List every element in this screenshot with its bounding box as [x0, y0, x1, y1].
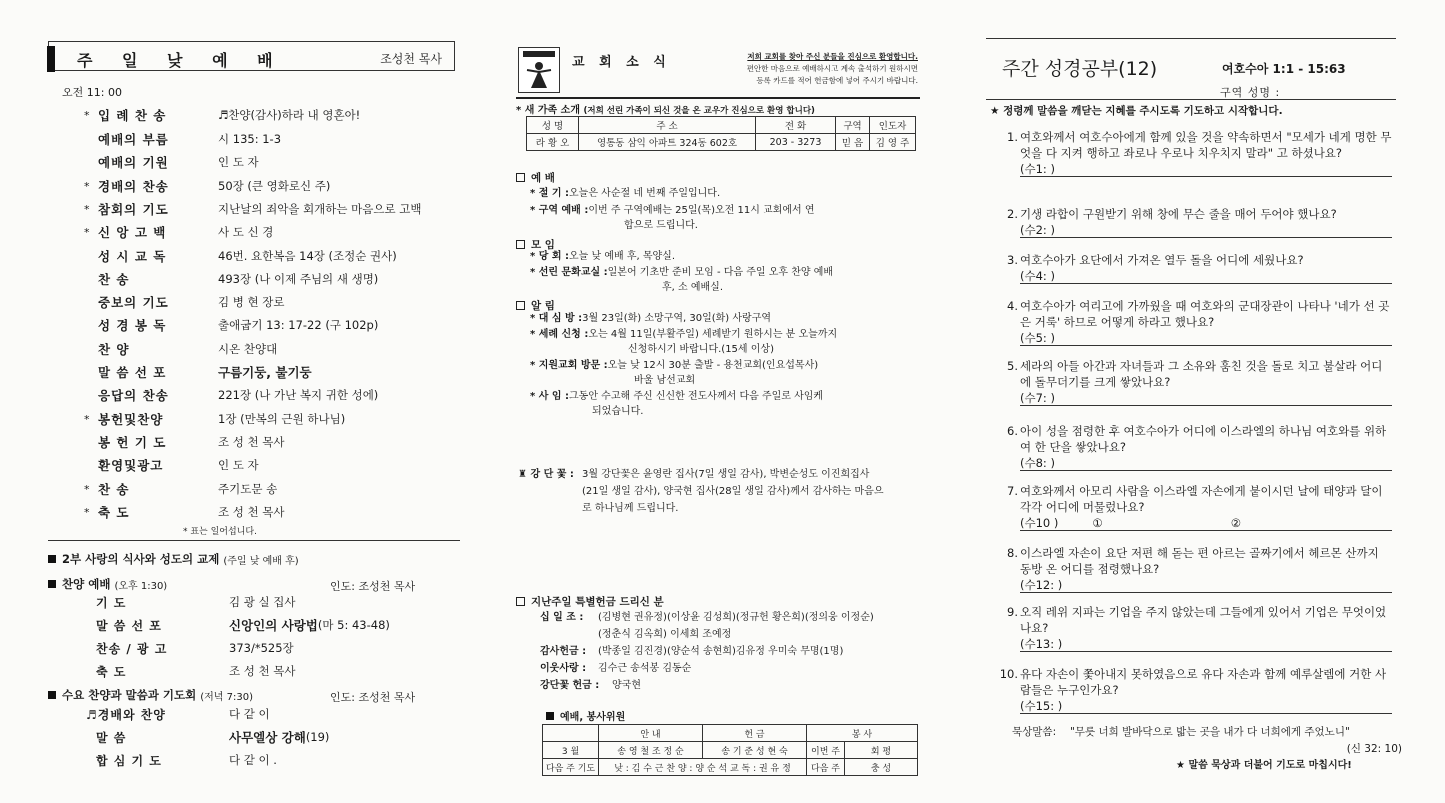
praise-service-row: [96, 660, 456, 682]
duty-table: [542, 724, 918, 776]
news-notice-item-value: 3월 23일(화) 소망구역, 30일(화) 사랑구역: [582, 313, 772, 324]
bible-study-intro: ★ 정령께 말씀을 깨닫는 지혜를 주시도록 기도하고 시작합니다.: [990, 105, 1283, 117]
answer-reference: (수10 ): [1020, 516, 1059, 530]
table-header-cell: 안 내: [599, 725, 703, 742]
news-notice-item: [530, 327, 920, 355]
wed-row-ref: (19): [305, 730, 330, 744]
order-star: *: [84, 202, 90, 216]
order-label: 성 시 교 독: [98, 249, 167, 264]
order-value: 김 병 현 장로: [218, 295, 285, 309]
wed-row-value: 다 같 이: [229, 707, 270, 721]
sunday-worship-header: [48, 41, 455, 71]
answer-reference: (수7: ): [1020, 391, 1055, 405]
duty-title: 예배, 봉사위원: [560, 712, 626, 723]
praise-service-row: [96, 637, 456, 659]
worship-order-row: [84, 454, 474, 476]
question-number: 10.: [999, 667, 1018, 681]
table-header-cell: 구역: [836, 117, 870, 134]
question-number: 7.: [1007, 484, 1018, 498]
order-value: 주기도문 송: [218, 482, 278, 496]
news-meeting-item-value-cont: 후, 소 예배실.: [662, 282, 724, 293]
offering-row: [540, 677, 641, 694]
welcome-line: 편안한 마음으로 예배하시고 계속 출석하기 원하시면: [746, 64, 918, 73]
order-value: 시온 찬양대: [218, 342, 278, 356]
worship-order-row: [84, 151, 474, 173]
answer-line: [1020, 268, 1392, 284]
table-cell: 다음 주: [807, 759, 845, 776]
question-number: 9.: [1007, 605, 1018, 619]
question-text: 유다 자손이 쫓아내지 못하였음으로 유다 자손과 함께 예루살렘에 거한 사람들은 누구인가요?: [1020, 667, 1387, 697]
square-bullet-icon: [48, 580, 56, 588]
order-label: 축 도: [98, 505, 130, 520]
offering-row: [540, 609, 874, 626]
news-meeting-item-key: * 선린 문화교실 :: [530, 267, 608, 278]
order-value: 사 도 신 경: [218, 225, 274, 239]
praise-row-label: 축 도: [96, 664, 127, 679]
worship-order-row: [84, 361, 474, 383]
question-item: [994, 358, 1398, 406]
new-family-table: [526, 116, 916, 151]
praise-row-value: 신앙인의 사랑법: [229, 618, 318, 633]
order-label: 환영및광고: [98, 458, 164, 473]
news-worship-item-key: * 절 기 :: [530, 188, 569, 199]
order-label: 봉헌및찬양: [98, 412, 164, 427]
memory-verse-label: 묵상말씀:: [1012, 726, 1057, 738]
order-value: ♬찬양(감사)하라 내 영혼아!: [218, 108, 361, 122]
offering-row-key: 강단꽃 헌금 :: [540, 680, 600, 691]
answer-reference: (수5: ): [1020, 331, 1055, 345]
table-header-cell: 전 화: [756, 117, 836, 134]
news-notice-item-key: * 대 심 방 :: [530, 313, 583, 324]
welcome-message: [700, 51, 918, 87]
offering-row-value: 양국현: [612, 680, 641, 691]
table-cell: 믿 음: [836, 134, 870, 151]
question-item: [994, 298, 1398, 346]
altar-flower-notice: [518, 466, 922, 517]
wed-row-label: ♬경배와 찬양: [86, 707, 166, 722]
checkbox-square-icon: [516, 597, 525, 606]
part2-title: 2부 사랑의 식사와 성도의 교제: [62, 552, 220, 566]
praise-service-row: [96, 591, 456, 613]
order-star: *: [84, 108, 90, 122]
question-text: 기생 라합이 구원받기 위해 창에 무슨 줄을 매어 두어야 했나요?: [1020, 207, 1337, 221]
offering-row-value: 김수근 송석봉 김동순: [598, 663, 692, 674]
question-item: [994, 252, 1398, 284]
news-worship-item: [530, 203, 920, 231]
offering-row-key: 십 일 조 :: [540, 612, 584, 623]
praise-service-row: [96, 614, 456, 636]
order-label: 응답의 찬송: [98, 388, 169, 403]
wed-service-heading: [48, 687, 253, 703]
order-star: *: [84, 505, 90, 519]
question-text: 세라의 아들 아간과 자녀들과 그 소유와 훔친 것을 돌로 치고 불살라 어디에 돌무더기를 크게 쌓았나요?: [1020, 359, 1383, 389]
news-worship-item: [530, 186, 920, 201]
table-header-cell: 인도자: [870, 117, 916, 134]
praise-row-label: 기 도: [96, 595, 127, 610]
order-star: *: [84, 412, 90, 426]
table-header-row: [527, 117, 916, 134]
order-label: 입 례 찬 송: [98, 108, 167, 123]
question-item: [994, 206, 1398, 238]
question-number: 2.: [1007, 207, 1018, 221]
question-number: 4.: [1007, 299, 1018, 313]
news-meeting-item-key: * 당 회 :: [530, 251, 569, 262]
news-notice-item-value-cont: 바울 남선교회: [634, 375, 696, 386]
news-meeting-item-value: 일본어 기초반 준비 모임 - 다음 주일 오후 찬양 예배: [607, 267, 834, 278]
news-meeting-title: 모 임: [531, 239, 555, 251]
offering-row-key: 감사헌금 :: [540, 646, 587, 657]
altar-flower-label: ♜ 강 단 꽃 :: [518, 469, 574, 480]
answer-reference: (수4: ): [1020, 269, 1055, 283]
sunday-worship-time: 오전 11: 00: [62, 86, 122, 99]
table-cell: 3 월: [543, 742, 599, 759]
question-text: 여호수아가 여리고에 가까웠을 때 여호와의 군대장관이 나타나 '네가 선 곳은 거룩' 하므로 어떻게 하라고 했나요?: [1020, 299, 1390, 329]
news-worship-item-value: 오늘은 사순절 네 번째 주일입니다.: [569, 188, 721, 199]
order-label: 찬 양: [98, 342, 130, 357]
question-number: 3.: [1007, 253, 1018, 267]
news-notice-item-key: * 세례 신청 :: [530, 329, 589, 340]
order-label: 성 경 봉 독: [98, 318, 167, 333]
order-value: 조 성 천 목사: [218, 505, 285, 519]
order-value: 인 도 자: [218, 458, 259, 472]
answer-line: [1020, 390, 1392, 406]
answer-line: [1020, 577, 1392, 593]
news-notice-item: [530, 311, 920, 326]
divider: [986, 38, 1396, 39]
wed-service-title: 수요 찬양과 말씀과 기도회: [62, 688, 197, 702]
memory-verse-text: "무릇 너희 발바닥으로 밟는 곳을 내가 다 너희에게 주었노니": [1070, 726, 1350, 738]
offering-heading: [516, 594, 664, 609]
offering-row-key: 이웃사랑 :: [540, 663, 587, 674]
question-text: 아이 성을 점령한 후 여호수아가 어디에 이스라엘의 하나님 여호와를 위하여 한 단을 쌓았나요?: [1020, 424, 1387, 454]
wed-row-value: 사무엘상 강해: [229, 730, 306, 745]
worship-order-row: [84, 104, 474, 126]
memory-verse-ref: (신 32: 10): [1346, 743, 1402, 755]
sunday-worship-title: 주 일 낮 예 배: [77, 51, 285, 70]
table-header-cell: [543, 725, 599, 742]
order-label: 예배의 부름: [98, 132, 169, 147]
wed-service-row: [96, 726, 456, 748]
news-notice-title: 알 림: [531, 300, 555, 312]
table-cell: 송 영 철 조 정 순: [599, 742, 703, 759]
question-text: 여호수아가 요단에서 가져온 열두 돌을 어디에 세웠나요?: [1020, 253, 1304, 267]
news-notice-item-value: 오늘 낮 12시 30분 출발 - 용천교회(인요섭목사): [607, 360, 819, 371]
order-value: 50장 (큰 영화로신 주): [218, 179, 331, 193]
praise-row-ref: (마 5: 43-48): [317, 618, 390, 632]
worship-order-row: [84, 338, 474, 360]
news-notice-item-value-cont: 되었습니다.: [592, 406, 644, 417]
worship-order-row: [84, 198, 474, 220]
answer-choice: ①: [1092, 516, 1103, 530]
order-star: *: [84, 225, 90, 239]
divider: [516, 97, 920, 99]
table-row: [543, 759, 918, 776]
news-worship-heading: [516, 170, 555, 185]
altar-flower-line: 로 하나님께 드립니다.: [582, 503, 679, 514]
order-value: 1장 (만복의 근원 하나님): [218, 412, 346, 426]
question-text: 이스라엘 자손이 요단 저편 해 돋는 편 아르는 골짜기에서 헤르몬 산까지 동방 온 어디를 점령했나요?: [1020, 546, 1379, 576]
order-label: 찬 송: [98, 272, 130, 287]
welcome-line: 저희 교회를 찾아 주신 분들을 진심으로 환영합니다.: [747, 52, 918, 61]
table-header-cell: 봉 사: [807, 725, 918, 742]
welcome-line: 등록 카드를 적어 헌금함에 넣어 주시기 바랍니다.: [756, 76, 918, 85]
worship-order-row: [84, 268, 474, 290]
question-item: [994, 604, 1398, 652]
wed-row-label: 합 심 기 도: [96, 753, 162, 768]
answer-reference: (수12: ): [1020, 578, 1063, 592]
table-header-cell: 헌 금: [703, 725, 807, 742]
new-family-title: * 새 가족 소개: [516, 105, 580, 116]
wed-service-row: [86, 703, 446, 725]
praise-row-label: 말 씀 선 포: [96, 618, 162, 633]
order-value: 조 성 천 목사: [218, 435, 285, 449]
new-family-heading: [516, 101, 815, 116]
order-label: 중보의 기도: [98, 295, 169, 310]
offering-row-value: (김병현 권유정)(이상윤 김성희)(정규헌 황은희)(정의웅 이정순): [598, 612, 874, 623]
worship-order-row: [84, 501, 474, 523]
altar-flower-line: (21일 생일 감사), 양국현 집사(28일 생일 감사)께서 감사하는 마음으: [582, 486, 884, 497]
worship-order-row: [84, 478, 474, 500]
answer-line: [1020, 698, 1392, 714]
order-label: 신 앙 고 백: [98, 225, 167, 240]
offering-row: [540, 626, 731, 643]
news-worship-item-value-cont: 합으로 드립니다.: [624, 220, 698, 231]
answer-line: [1020, 636, 1392, 652]
altar-flower-line: 3월 강단꽃은 윤영란 집사(7일 생일 감사), 박변순성도 이진희집사: [582, 469, 870, 480]
news-notice-item-key: * 사 임 :: [530, 391, 569, 402]
news-notice-item-value-cont: 신청하시기 바랍니다.(15세 이상): [628, 344, 774, 355]
question-number: 6.: [1007, 424, 1018, 438]
order-label: 봉 헌 기 도: [98, 435, 167, 450]
answer-choice: ②: [1230, 516, 1241, 530]
order-value: 221장 (나 가난 복지 귀한 성에): [218, 388, 379, 402]
table-cell: 낮 : 김 수 근 찬 양 : 양 순 석 교 독 : 권 유 정: [599, 759, 807, 776]
table-cell: 라 황 오: [527, 134, 579, 151]
part2-heading: [48, 551, 299, 567]
worship-order-row: [84, 384, 474, 406]
order-label: 경배의 찬송: [98, 179, 169, 194]
square-bullet-icon: [546, 712, 554, 720]
offering-row-value: (정춘식 김옥희) 이세희 조예정: [598, 629, 732, 640]
bible-study-range: 여호수아 1:1 - 15:63: [1222, 62, 1346, 76]
table-cell: 이번 주: [807, 742, 845, 759]
news-worship-item-key: * 구역 예배 :: [530, 205, 589, 216]
table-cell: 충 성: [845, 759, 918, 776]
church-logo-icon: [518, 47, 560, 93]
praise-service-heading: [48, 576, 167, 592]
answer-line: [1020, 161, 1392, 177]
answer-line: [1020, 330, 1392, 346]
order-value: 46번. 요한복음 14장 (조정순 권사): [218, 249, 397, 263]
worship-order-row: [84, 245, 474, 267]
question-number: 1.: [1007, 130, 1018, 144]
wed-row-label: 말 씀: [96, 730, 127, 745]
offering-title: 지난주일 특별헌금 드리신 분: [531, 596, 664, 608]
checkbox-square-icon: [516, 240, 525, 249]
question-item: [994, 129, 1398, 177]
order-value: 493장 (나 이제 주님의 새 생명): [218, 272, 379, 286]
order-value: 인 도 자: [218, 155, 259, 169]
news-worship-title: 예 배: [531, 172, 555, 184]
answer-reference: (수2: ): [1020, 223, 1055, 237]
part2-sub: (주일 낮 예배 후): [223, 555, 299, 567]
worship-order-row: [84, 175, 474, 197]
praise-service-title: 찬양 예배: [62, 577, 111, 591]
offering-row-key: [540, 626, 598, 643]
worship-order-row: [84, 128, 474, 150]
news-notice-item: [530, 389, 920, 417]
table-header-cell: 성 명: [527, 117, 579, 134]
news-notice-item-value: 그동안 수고해 주신 신신한 전도사께서 다음 주일로 사임케: [569, 391, 824, 402]
question-item: [994, 423, 1398, 471]
news-notice-item-key: * 지원교회 방문 :: [530, 360, 608, 371]
news-worship-item-value: 이번 주 구역예배는 25일(목)오전 11시 교회에서 연: [588, 205, 815, 216]
duty-heading: [546, 708, 625, 723]
offering-row: [540, 643, 843, 660]
checkbox-square-icon: [516, 301, 525, 310]
worship-order-row: [84, 221, 474, 243]
table-cell: 회 평: [845, 742, 918, 759]
bible-study-member: 구역 성명 :: [1220, 86, 1281, 99]
table-row: [527, 134, 916, 151]
answer-reference: (수1: ): [1020, 162, 1055, 176]
worship-order-row: [84, 408, 474, 430]
order-value: 구름기둥, 불기둥: [218, 365, 312, 380]
table-row: [543, 742, 918, 759]
answer-reference: (수15: ): [1020, 699, 1063, 713]
question-number: 8.: [1007, 546, 1018, 560]
worship-order-row: [84, 431, 474, 453]
order-label: 말 씀 선 포: [98, 365, 167, 380]
answer-reference: (수8: ): [1020, 456, 1055, 470]
order-star: *: [84, 179, 90, 193]
answer-line: [1020, 515, 1392, 531]
table-cell: 송 기 준 성 현 숙: [703, 742, 807, 759]
table-cell: 김 영 주: [870, 134, 916, 151]
praise-service-time: (오후 1:30): [114, 580, 168, 592]
table-cell: 영통동 삼익 아파트 324동 602호: [579, 134, 756, 151]
header-bar: [47, 46, 55, 72]
order-label: 찬 송: [98, 482, 130, 497]
closing-prayer: ★ 말씀 묵상과 더불어 기도로 마칩시다!: [1176, 760, 1352, 771]
order-label: 예배의 기원: [98, 155, 169, 170]
worship-order-row: [84, 291, 474, 313]
question-text: 여호와께서 아모리 사람을 이스라엘 자손에게 붙이시던 날에 태양과 달이 각각 어디에 머물렀나요?: [1020, 484, 1383, 514]
square-bullet-icon: [48, 691, 56, 699]
news-title: 교 회 소 식: [572, 55, 671, 70]
square-bullet-icon: [48, 555, 56, 563]
news-notice-item-value: 오는 4월 11일(부활주일) 세례받기 원하시는 분 오늘까지: [588, 329, 838, 340]
bible-study-title: 주간 성경공부(12): [1002, 58, 1158, 80]
order-label: 참회의 기도: [98, 202, 169, 217]
order-star: *: [84, 482, 90, 496]
table-header-row: [543, 725, 918, 742]
news-meeting-item: [530, 265, 920, 293]
praise-service-lead: 인도: 조성천 목사: [330, 580, 416, 593]
table-cell: 203 - 3273: [756, 134, 836, 151]
question-text: 오직 레위 지파는 기업을 주지 않았는데 그들에게 있어서 기업은 무엇이었나요?: [1020, 605, 1387, 635]
offering-row-value: (박종일 김진경)(양순석 송현희)김유정 우미숙 무명(1명): [598, 646, 844, 657]
order-value: 시 135: 1-3: [218, 132, 282, 146]
sunday-worship-preacher: 조성천 목사: [380, 52, 442, 66]
answer-line: [1020, 455, 1392, 471]
divider: [986, 99, 1396, 100]
praise-row-value: 조 성 천 목사: [229, 664, 296, 678]
order-value: 출애굽기 13: 17-22 (구 102p): [218, 318, 379, 332]
table-header-cell: 주 소: [579, 117, 756, 134]
news-notice-item: [530, 358, 920, 386]
wed-service-row: [96, 749, 456, 771]
question-item: [994, 666, 1398, 714]
new-family-sub: (저희 선린 가족이 되신 것을 온 교우가 진심으로 환영 합니다): [583, 106, 815, 116]
wed-service-lead: 인도: 조성천 목사: [330, 691, 416, 704]
question-number: 5.: [1007, 359, 1018, 373]
divider: [48, 540, 460, 541]
checkbox-square-icon: [516, 173, 525, 182]
order-value: 지난날의 죄악을 회개하는 마음으로 고백: [218, 202, 422, 216]
praise-row-value: 373/*525장: [229, 641, 294, 655]
praise-row-label: 찬송 / 광 고: [96, 641, 168, 656]
question-text: 여호와께서 여호수아에게 함께 있을 것을 약속하면서 "모세가 네게 명한 무엇을 다 지켜 행하고 좌로나 우로나 치우치지 말라" 고 하셨나요?: [1020, 130, 1392, 160]
wed-service-time: (저녁 7:30): [200, 691, 253, 703]
question-item: [994, 545, 1398, 593]
news-meeting-item-value: 오늘 낮 예배 후, 목양실.: [569, 251, 676, 262]
offering-row: [540, 660, 691, 677]
standing-note: * 표는 일어섭니다.: [183, 527, 257, 537]
praise-row-value: 김 광 실 집사: [229, 595, 296, 609]
table-cell: 다음 주 기도: [543, 759, 599, 776]
answer-reference: (수13: ): [1020, 637, 1063, 651]
question-item: [994, 483, 1398, 531]
answer-line: [1020, 222, 1392, 238]
news-meeting-item: [530, 249, 920, 264]
wed-row-value: 다 같 이 .: [229, 753, 277, 767]
worship-order-row: [84, 314, 474, 336]
